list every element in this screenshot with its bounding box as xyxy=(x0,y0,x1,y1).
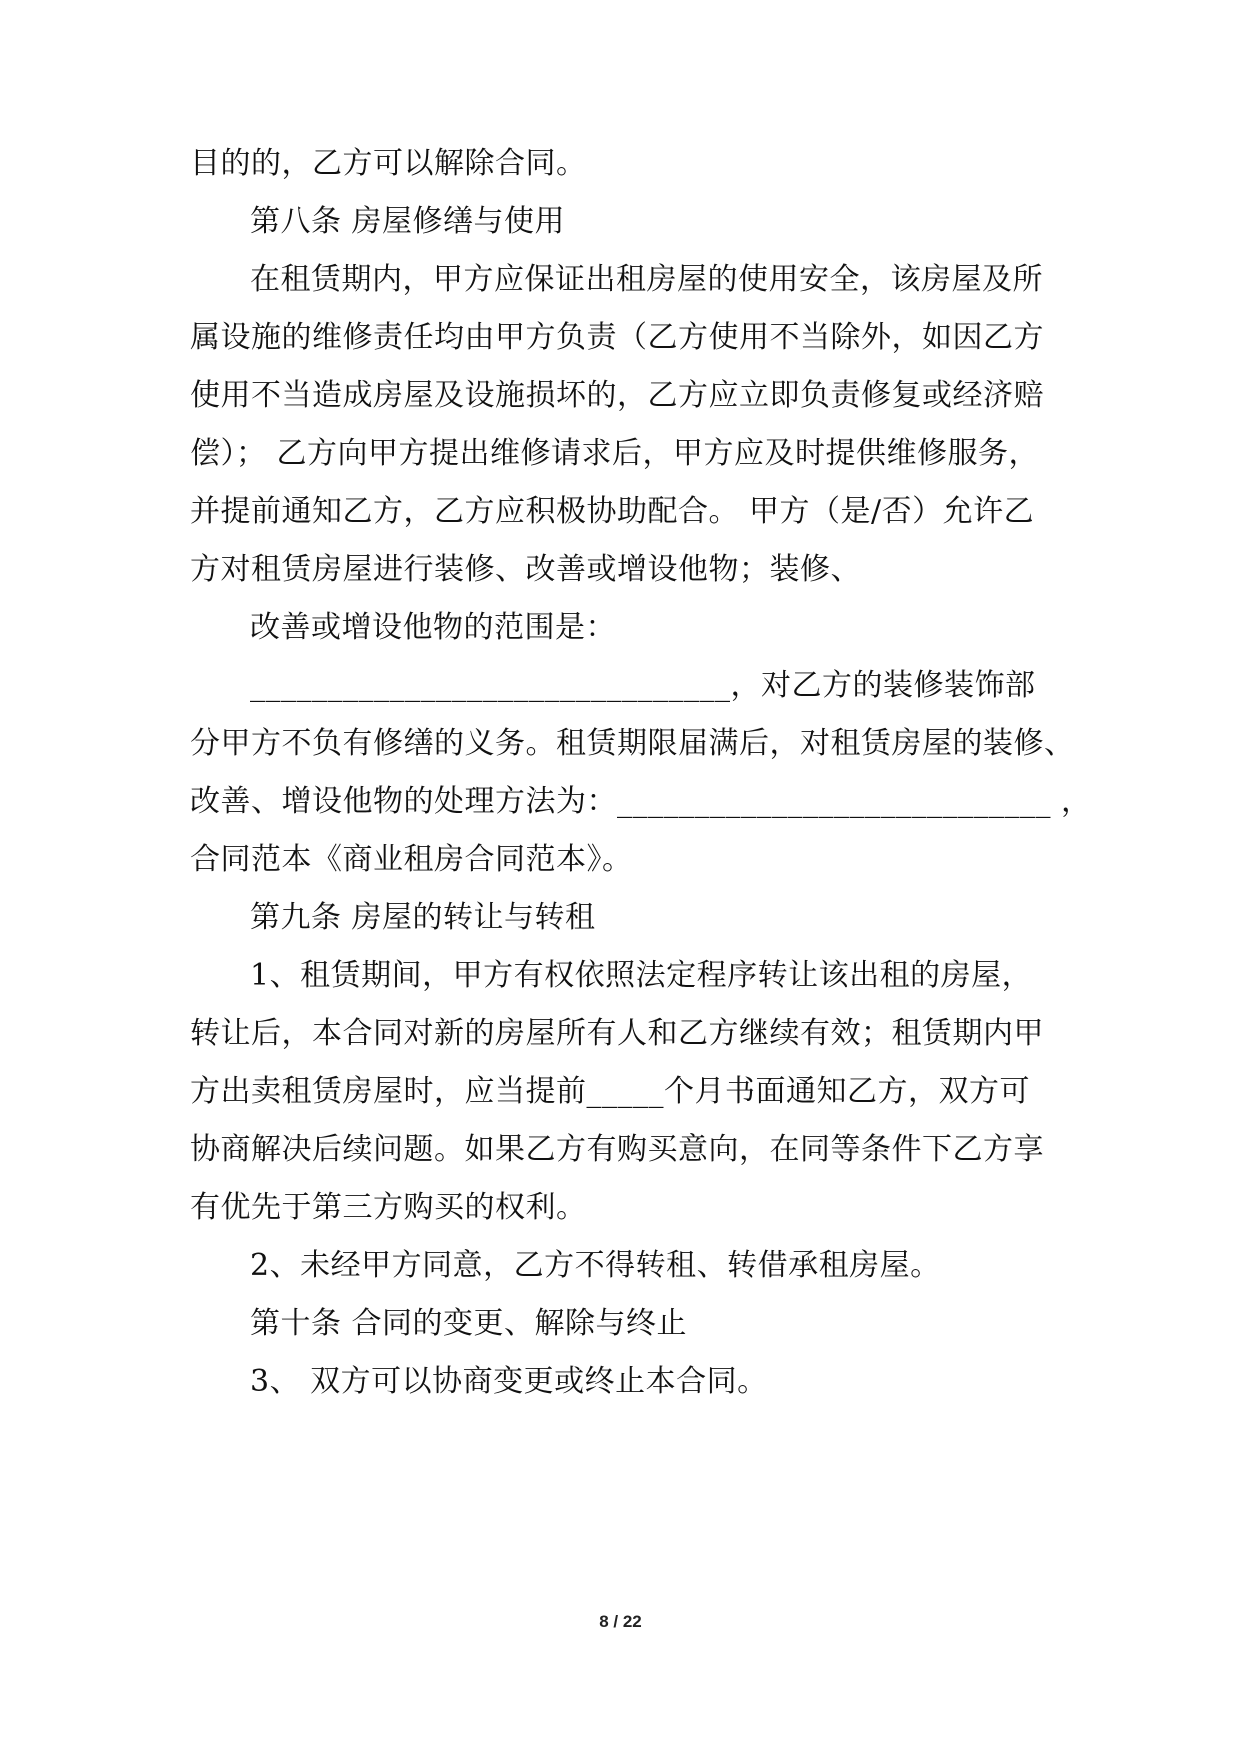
paragraph-line: 分甲方不负有修缮的义务。租赁期限届满后，对租赁房屋的装修、 xyxy=(190,726,1075,761)
paragraph-line: 1、租赁期间，甲方有权依照法定程序转让该出租的房屋， xyxy=(250,958,1033,993)
paragraph-line: 3、 双方可以协商变更或终止本合同。 xyxy=(250,1364,768,1399)
paragraph-line: 2、未经甲方同意，乙方不得转租、转借承租房屋。 xyxy=(250,1248,941,1283)
paragraph-line: 有优先于第三方购买的权利。 xyxy=(190,1190,587,1225)
paragraph-line: 使用不当造成房屋及设施损坏的，乙方应立即负责修复或经济赔 xyxy=(190,378,1044,413)
paragraph-line: 改善或增设他物的范围是： xyxy=(250,610,616,645)
paragraph-line: 方出卖租赁房屋时，应当提前_____个月书面通知乙方，双方可 xyxy=(190,1074,1030,1109)
paragraph-line: 偿）； 乙方向甲方提出维修请求后，甲方应及时提供维修服务， xyxy=(190,436,1040,471)
paragraph-line: 目的的，乙方可以解除合同。 xyxy=(190,146,587,181)
paragraph-line: 协商解决后续问题。如果乙方有购买意向，在同等条件下乙方享 xyxy=(190,1132,1044,1167)
paragraph-line: 在租赁期内，甲方应保证出租房屋的使用安全，该房屋及所 xyxy=(250,262,1043,297)
paragraph-line: 合同范本《商业租房合同范本》。 xyxy=(190,842,633,877)
page-number: 8 / 22 xyxy=(599,1612,642,1631)
paragraph-line: 转让后，本合同对新的房屋所有人和乙方继续有效；租赁期内甲 xyxy=(190,1016,1044,1051)
section-heading: 第十条 合同的变更、解除与终止 xyxy=(250,1306,688,1341)
paragraph-line: 并提前通知乙方，乙方应积极协助配合。 甲方（是/否）允许乙 xyxy=(190,494,1035,529)
paragraph-line: 属设施的维修责任均由甲方负责（乙方使用不当除外，如因乙方 xyxy=(190,320,1044,355)
paragraph-line: 方对租赁房屋进行装修、改善或增设他物；装修、 xyxy=(190,552,861,587)
section-heading: 第八条 房屋修缮与使用 xyxy=(250,204,566,239)
section-heading: 第九条 房屋的转让与转租 xyxy=(250,900,596,935)
paragraph-line: _______________________________，对乙方的装修装饰部 xyxy=(250,668,1036,703)
paragraph-line: 改善、增设他物的处理方法为：____________________________ ， xyxy=(190,784,1092,819)
